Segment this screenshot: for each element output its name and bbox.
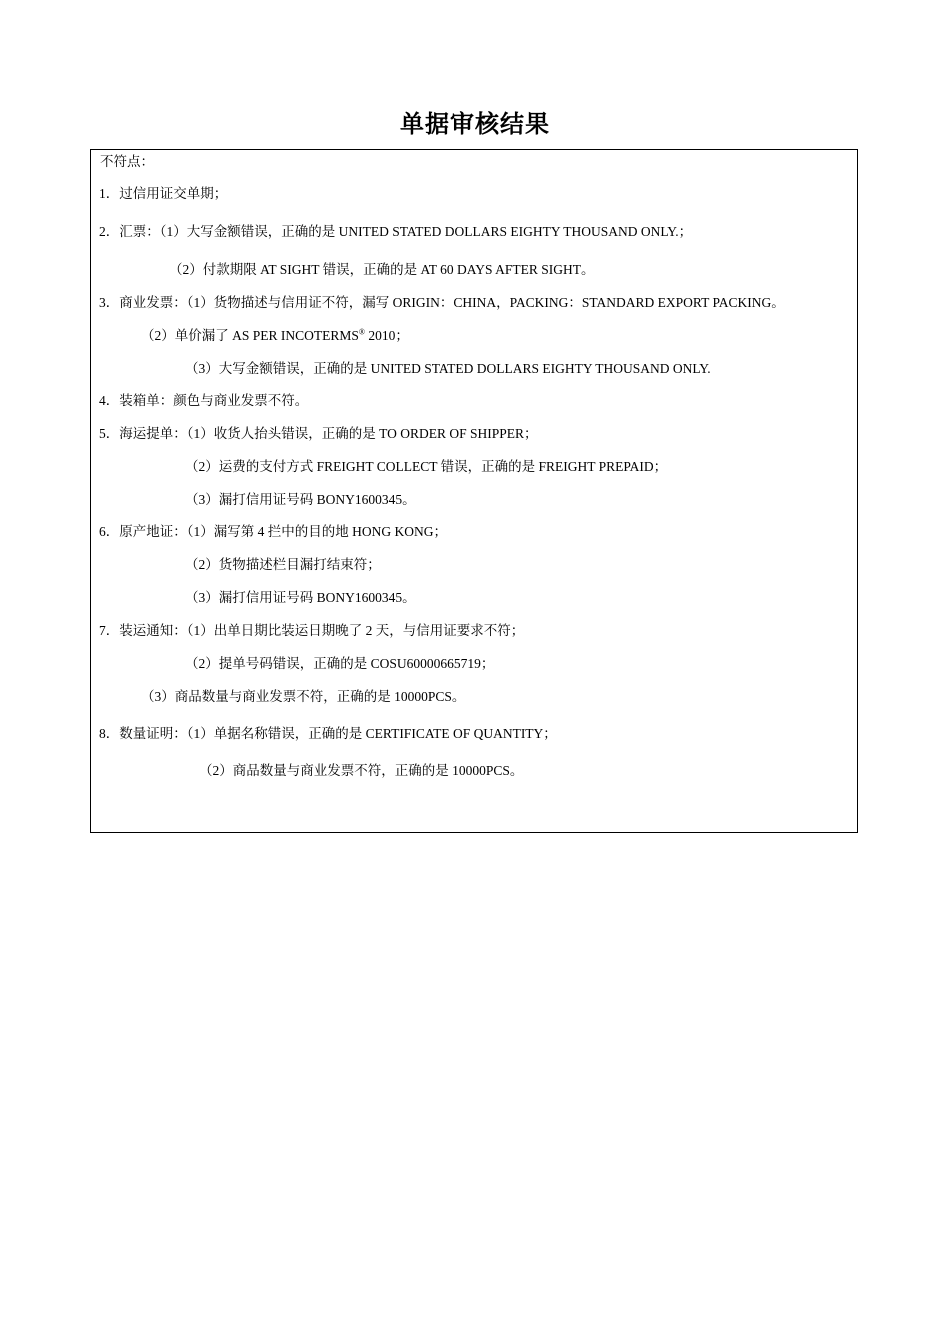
item-3-sub-2-text: （2）单价漏了 AS PER INCOTERMS	[141, 328, 359, 343]
discrepancy-item-7: 7．装运通知：（1）出单日期比装运日期晚了 2 天，与信用证要求不符；	[99, 623, 525, 638]
discrepancy-item-5-sub-2: （2）运费的支付方式 FREIGHT COLLECT 错误，正确的是 FREIGHT PREPAID；	[185, 459, 668, 474]
registered-mark: ®	[358, 327, 365, 337]
discrepancy-item-5: 5．海运提单：（1）收货人抬头错误，正确的是 TO ORDER OF SHIPPER；	[99, 426, 538, 441]
discrepancy-item-7-sub-3: （3）商品数量与商业发票不符，正确的是 10000PCS。	[141, 689, 466, 704]
item-3-sub-2-year: 2010；	[364, 328, 409, 343]
discrepancy-item-3-sub-3: （3）大写金额错误，正确的是 UNITED STATED DOLLARS EIGHTY THOUSAND ONLY.	[185, 361, 711, 376]
discrepancy-item-2: 2．汇票：（1）大写金额错误，正确的是 UNITED STATED DOLLARS EIGHTY THOUSAND ONLY.；	[99, 224, 693, 239]
discrepancy-item-6-sub-3: （3）漏打信用证号码 BONY1600345。	[185, 590, 416, 605]
discrepancy-item-6-sub-2: （2）货物描述栏目漏打结束符；	[185, 557, 381, 572]
page-title: 单据审核结果	[400, 110, 550, 138]
discrepancy-item-4: 4．装箱单：颜色与商业发票不符。	[99, 393, 309, 408]
discrepancy-item-2-sub-2: （2）付款期限 AT SIGHT 错误，正确的是 AT 60 DAYS AFTER SIGHT。	[169, 262, 595, 277]
discrepancy-item-3-sub-2	[141, 326, 409, 346]
discrepancy-item-6: 6．原产地证：（1）漏写第 4 拦中的目的地 HONG KONG；	[99, 524, 447, 539]
discrepancy-item-8: 8．数量证明：（1）单据名称错误，正确的是 CERTIFICATE OF QUANTITY；	[99, 726, 557, 741]
discrepancy-item-5-sub-3: （3）漏打信用证号码 BONY1600345。	[185, 492, 416, 507]
audit-result-box	[90, 149, 858, 833]
discrepancy-item-8-sub-2: （2）商品数量与商业发票不符，正确的是 10000PCS。	[199, 763, 524, 778]
discrepancies-heading: 不符点：	[100, 154, 154, 169]
discrepancy-item-3: 3．商业发票：（1）货物描述与信用证不符，漏写 ORIGIN：CHINA，PACKING：STANDARD EXPORT PACKING。	[99, 295, 785, 310]
discrepancy-item-1: 1．过信用证交单期；	[99, 186, 228, 201]
discrepancy-item-7-sub-2: （2）提单号码错误，正确的是 COSU60000665719；	[185, 656, 495, 671]
